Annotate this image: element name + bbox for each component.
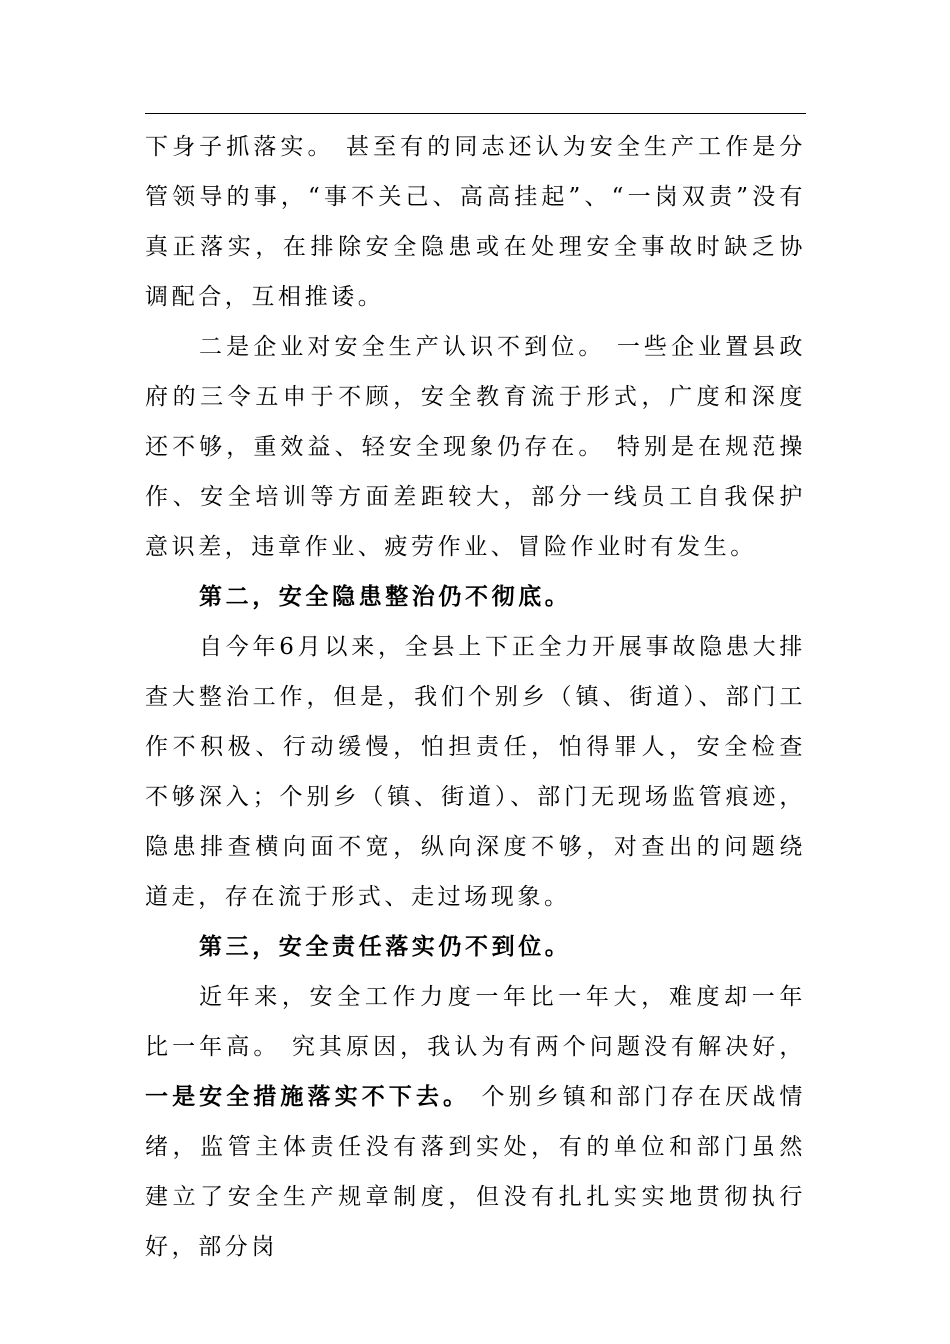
paragraph-hazard-investigation: 自今年6月以来，全县上下正全力开展事故隐患大排查大整治工作，但是，我们个别乡（镇、街道）、部门工作不积极、行动缓慢，怕担责任，怕得罪人，安全检查不够深入；个别乡（镇、街道）、部门无现场监管痕迹，隐患排查横向面不宽，纵向深度不够，对查出的问题绕道走，存在流于形式、走过场现象。 (145, 634, 806, 910)
paragraph-continuation: 下身子抓落实。 甚至有的同志还认为安全生产工作是分管领导的事，“事不关己、高高挂起”、“一岗双责”没有真正落实，在排除安全隐患或在处理安全事故时缺乏协调配合，互相推诿。 (145, 134, 806, 310)
paragraph-continued-text: 个别乡镇和部门存在厌战情绪，监管主体责任没有落到实处，有的单位和部门虽然建立了安全生产规章制度，但没有扎扎实实地贯彻执行好，部分岗 (145, 1084, 806, 1260)
emphasis-point-one: 一是安全措施落实不下去。 (145, 1083, 471, 1110)
section-heading-hazard-rectification: 第二，安全隐患整治仍不彻底。 (199, 583, 572, 610)
paragraph-intro-text: 近年来，安全工作力度一年比一年大，难度却一年比一年高。 究其原因，我认为有两个问题没有解决好， (145, 984, 806, 1060)
document-body (145, 122, 806, 1272)
paragraph-safety-measures (145, 972, 806, 1272)
paragraph-enterprise-awareness: 二是企业对安全生产认识不到位。 一些企业置县政府的三令五申于不顾，安全教育流于形式，广度和深度还不够，重效益、轻安全现象仍存在。 特别是在规范操作、安全培训等方面差距较大，部分一线员工自我保护意识差，违章作业、疲劳作业、冒险作业时有发生。 (145, 334, 806, 560)
header-rule (145, 113, 806, 114)
section-heading-responsibility: 第三，安全责任落实仍不到位。 (199, 933, 572, 960)
